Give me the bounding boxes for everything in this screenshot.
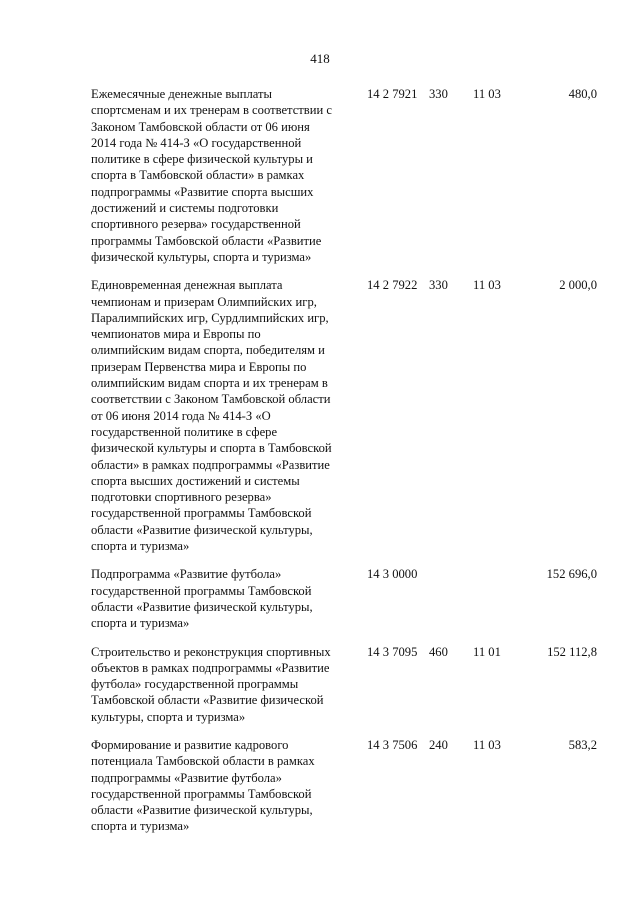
amount: 480,0 <box>568 87 597 101</box>
amount: 152 112,8 <box>547 644 597 659</box>
expense-type-code: 330 <box>429 278 448 293</box>
row-description <box>91 566 359 631</box>
target-article-code: 14 3 0000 <box>367 567 418 582</box>
description-line: области «Развитие физической культуры, <box>91 522 313 537</box>
description-line: Тамбовской области «Развитие физической <box>91 693 324 708</box>
description-line: чемпионатов мира и Европы по <box>91 327 261 342</box>
section-subsection-code: 11 01 <box>473 644 501 659</box>
section-subsection-code: 11 03 <box>473 737 501 752</box>
description-line: культуры, спорта и туризма» <box>91 709 246 724</box>
description-line: спорта и туризма» <box>91 819 190 834</box>
table-row <box>91 644 597 725</box>
description-line: Формирование и развитие кадрового <box>91 737 289 752</box>
amount: 583,2 <box>568 737 597 752</box>
description-line: области «Развитие физической культуры, <box>91 803 313 818</box>
description-line: Строительство и реконструкция спортивных <box>91 644 331 659</box>
description-line: Ежемесячные денежные выплаты <box>91 87 272 101</box>
description-line: спорта в Тамбовской области» в рамках <box>91 168 305 183</box>
description-line: от 06 июня 2014 года № 414-З «О <box>91 408 271 423</box>
section-subsection-code: 11 03 <box>473 87 501 101</box>
description-line: чемпионам и призерам Олимпийских игр, <box>91 294 317 309</box>
description-line: олимпийским видам спорта, победителям и <box>91 343 325 358</box>
description-line: физической культуры и спорта в Тамбовской <box>91 441 332 456</box>
description-line: Паралимпийских игр, Сурдлимпийских игр, <box>91 310 329 325</box>
row-description <box>91 277 359 554</box>
description-line: программы Тамбовской области «Развитие <box>91 233 322 248</box>
description-line: Законом Тамбовской области от 06 июня <box>91 119 310 134</box>
description-line: области» в рамках подпрограммы «Развитие <box>91 457 330 472</box>
description-line: спорта и туризма» <box>91 539 190 554</box>
description-line: спортсменам и их тренерам в соответствии с <box>91 103 332 118</box>
description-line: государственной политике в сфере <box>91 424 278 439</box>
description-line: государственной программы Тамбовской <box>91 506 312 521</box>
description-line: 2014 года № 414-З «О государственной <box>91 135 302 150</box>
description-line: объектов в рамках подпрограммы «Развитие <box>91 660 330 675</box>
description-line: Подпрограмма «Развитие футбола» <box>91 567 282 582</box>
description-line: достижений и системы подготовки <box>91 201 279 216</box>
description-line: подпрограммы «Развитие футбола» <box>91 770 282 785</box>
description-line: подготовки спортивного резерва» <box>91 490 272 505</box>
description-line: футбола» государственной программы <box>91 677 299 692</box>
target-article-code: 14 3 7506 <box>367 737 418 752</box>
target-article-code: 14 2 7921 <box>367 87 418 101</box>
expense-type-code: 240 <box>429 737 448 752</box>
description-line: области «Развитие физической культуры, <box>91 599 313 614</box>
description-line: физической культуры, спорта и туризма» <box>91 249 312 264</box>
page-number: 418 <box>310 51 330 66</box>
expense-type-code: 460 <box>429 644 448 659</box>
target-article-code: 14 3 7095 <box>367 644 418 659</box>
description-line: спорта и туризма» <box>91 616 190 631</box>
description-line: призерам Первенства мира и Европы по <box>91 359 307 374</box>
description-line: олимпийским видам спорта и их тренерам в <box>91 376 328 391</box>
description-line: подпрограммы «Развитие спорта высших <box>91 184 314 199</box>
target-article-code: 14 2 7922 <box>367 278 418 293</box>
table-row <box>91 277 597 554</box>
row-description <box>91 644 359 725</box>
description-line: политике в сфере физической культуры и <box>91 152 313 167</box>
table-row <box>91 737 597 835</box>
section-subsection-code: 11 03 <box>473 278 501 293</box>
description-line: потенциала Тамбовской области в рамках <box>91 754 315 769</box>
table-row <box>91 86 597 265</box>
description-line: соответствии с Законом Тамбовской области <box>91 392 331 407</box>
expense-type-code: 330 <box>429 87 448 101</box>
amount: 152 696,0 <box>546 567 597 582</box>
description-line: спортивного резерва» государственной <box>91 217 301 232</box>
description-line: государственной программы Тамбовской <box>91 786 312 801</box>
row-description <box>91 737 359 835</box>
description-line: государственной программы Тамбовской <box>91 583 312 598</box>
table-row <box>91 566 597 631</box>
description-line: Единовременная денежная выплата <box>91 278 283 293</box>
amount: 2 000,0 <box>559 278 597 293</box>
budget-table <box>91 86 597 847</box>
description-line: спорта высших достижений и системы <box>91 473 300 488</box>
row-description <box>91 86 359 265</box>
